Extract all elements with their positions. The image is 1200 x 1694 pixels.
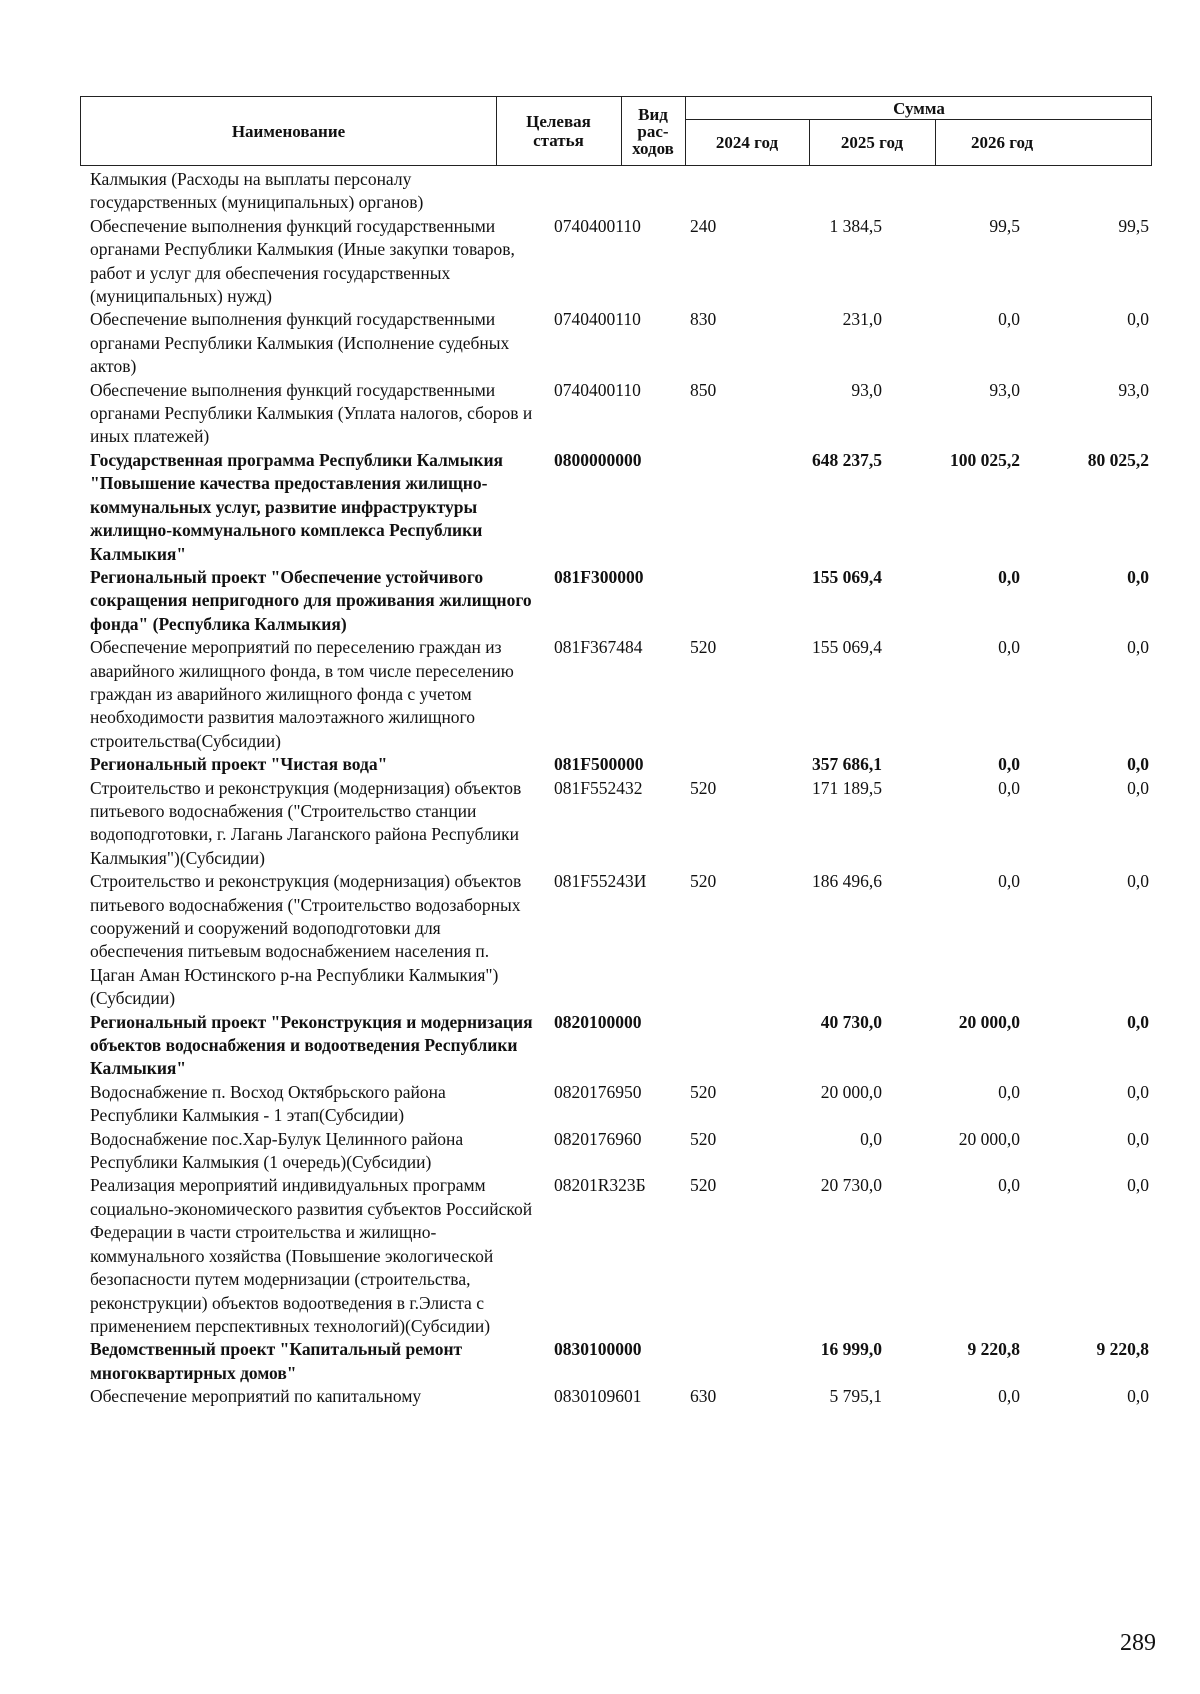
cell-2024: 171 189,5	[812, 777, 882, 798]
cell-code: 0740400110	[554, 215, 641, 236]
cell-name: Строительство и реконструкция (модернизация) объектов питьевого водоснабжения ("Строительство водозаборных сооружений и сооружений водоподготовки для обеспечения питьевым водоснабжением населения п. Цаган Аман Юстинского р-на Республики Калмыкия")(Субсидии)	[90, 871, 522, 1009]
cell-type: 520	[690, 637, 717, 658]
table-row	[90, 1081, 1152, 1128]
table-row	[90, 1128, 1152, 1175]
cell-2026: 0,0	[1127, 566, 1149, 587]
cell-code: 0820176960	[554, 1128, 642, 1149]
cell-name: Строительство и реконструкция (модернизация) объектов питьевого водоснабжения ("Строительство станции водоподготовки, г. Лагань Лаганского района Республики Калмыкия")(Субсидии)	[90, 777, 522, 868]
cell-type: 850	[690, 379, 717, 400]
cell-type: 520	[690, 777, 717, 798]
cell-2024: 357 686,1	[812, 754, 882, 775]
cell-2025: 20 000,0	[958, 1128, 1020, 1149]
cell-2025: 0,0	[998, 754, 1020, 775]
cell-name: Калмыкия (Расходы на выплаты персоналу государственных (муниципальных) органов)	[90, 169, 424, 213]
cell-2026: 0,0	[1127, 754, 1149, 775]
cell-2026: 0,0	[1127, 1081, 1149, 1102]
cell-2026: 0,0	[1127, 309, 1149, 330]
cell-type: 520	[690, 1128, 717, 1149]
table-row	[90, 1338, 1152, 1385]
table-row	[90, 636, 1152, 753]
cell-code: 0830109601	[554, 1386, 642, 1407]
cell-code: 0740400110	[554, 309, 641, 330]
cell-2024: 231,0	[842, 309, 882, 330]
table-row	[90, 449, 1152, 566]
cell-2024: 93,0	[851, 379, 882, 400]
cell-name: Обеспечение мероприятий по капитальному	[90, 1386, 422, 1407]
cell-2026: 0,0	[1127, 637, 1149, 658]
cell-2026: 0,0	[1127, 1175, 1149, 1196]
table-row	[90, 1011, 1152, 1081]
cell-2025: 0,0	[998, 1081, 1020, 1102]
cell-2024: 155 069,4	[812, 637, 882, 658]
cell-2024: 40 730,0	[820, 1011, 882, 1032]
cell-name: Реализация мероприятий индивидуальных программ социально-экономического развития субъектов Российской Федерации в части строительства и жилищно-коммунального хозяйства (Повышение экологической безопасности путем модернизации (строительства, реконструкции) объектов водоотведения в г.Элиста с применением перспективных технологий)(Субсидии)	[90, 1175, 533, 1336]
table-row	[90, 1174, 1152, 1338]
cell-2024: 155 069,4	[812, 566, 882, 587]
cell-2025: 0,0	[998, 871, 1020, 892]
cell-2024: 5 795,1	[829, 1386, 882, 1407]
table-header	[80, 96, 1152, 166]
table-row	[90, 777, 1152, 871]
cell-code: 0830100000	[554, 1339, 642, 1360]
cell-2026: 0,0	[1127, 1386, 1149, 1407]
cell-code: 081F300000	[554, 566, 644, 587]
cell-2026: 0,0	[1127, 1011, 1149, 1032]
cell-2025: 93,0	[989, 379, 1020, 400]
table-row	[90, 870, 1152, 1010]
cell-name: Обеспечение выполнения функций государственными органами Республики Калмыкия (Исполнение судебных актов)	[90, 309, 510, 377]
cell-2024: 20 730,0	[820, 1175, 882, 1196]
cell-2026: 0,0	[1127, 1128, 1149, 1149]
header-2025: 2025 год	[840, 132, 904, 152]
cell-code: 081F55243И	[554, 871, 647, 892]
cell-2025: 0,0	[998, 1386, 1020, 1407]
table-row	[90, 215, 1152, 309]
cell-code: 081F552432	[554, 777, 643, 798]
cell-2026: 93,0	[1118, 379, 1149, 400]
cell-code: 0820176950	[554, 1081, 642, 1102]
cell-code: 081F367484	[554, 637, 643, 658]
cell-2024: 0,0	[860, 1128, 882, 1149]
cell-type: 520	[690, 1175, 717, 1196]
cell-2024: 20 000,0	[820, 1081, 882, 1102]
cell-name: Государственная программа Республики Калмыкия "Повышение качества предоставления жилищно-коммунальных услуг, развитие инфраструктуры жилищно-коммунального комплекса Республики Калмыкия"	[90, 449, 504, 564]
cell-2026: 99,5	[1118, 215, 1149, 236]
header-type: Вид рас-ходов	[632, 104, 674, 158]
header-2024: 2024 год	[715, 132, 779, 152]
header-2026: 2026 год	[971, 132, 1034, 152]
header-sum: Сумма	[893, 98, 945, 118]
cell-2026: 80 025,2	[1087, 449, 1149, 470]
table-row	[90, 1385, 1152, 1408]
cell-type: 630	[690, 1386, 717, 1407]
cell-name: Ведомственный проект "Капитальный ремонт многоквартирных домов"	[90, 1339, 463, 1383]
cell-2024: 16 999,0	[820, 1339, 882, 1360]
cell-type: 240	[690, 215, 717, 236]
cell-2025: 9 220,8	[967, 1339, 1020, 1360]
cell-code: 0800000000	[554, 449, 642, 470]
cell-code: 0820100000	[554, 1011, 642, 1032]
cell-type: 830	[690, 309, 717, 330]
cell-2024: 186 496,6	[812, 871, 882, 892]
header-name: Наименование	[231, 121, 346, 141]
cell-2025: 100 025,2	[950, 449, 1020, 470]
cell-name: Обеспечение мероприятий по переселению граждан из аварийного жилищного фонда, в том числе переселению граждан из аварийного жилищного фонда с учетом необходимости развития малоэтажного жилищного строительства(Субсидии)	[90, 637, 514, 751]
cell-name: Обеспечение выполнения функций государственными органами Республики Калмыкия (Иные закупки товаров, работ и услуг для обеспечения государственных (муниципальных) нужд)	[90, 215, 515, 307]
table-row	[90, 566, 1152, 636]
cell-type: 520	[690, 1081, 717, 1102]
table-row	[90, 753, 1152, 776]
cell-2025: 99,5	[989, 215, 1020, 236]
header-code: Целевая статья	[526, 112, 591, 150]
cell-2024: 648 237,5	[812, 449, 882, 470]
cell-2025: 0,0	[998, 566, 1020, 587]
table-row	[90, 379, 1152, 449]
cell-name: Региональный проект "Реконструкция и модернизация объектов водоснабжения и водоотведения Республики Калмыкия"	[90, 1011, 533, 1079]
table-row	[90, 168, 1152, 215]
cell-2026: 0,0	[1127, 871, 1149, 892]
cell-name: Региональный проект "Чистая вода"	[90, 754, 388, 775]
cell-2025: 0,0	[998, 309, 1020, 330]
cell-2025: 0,0	[998, 777, 1020, 798]
cell-2026: 9 220,8	[1096, 1339, 1149, 1360]
cell-code: 081F500000	[554, 754, 644, 775]
cell-type: 520	[690, 871, 717, 892]
cell-2025: 0,0	[998, 637, 1020, 658]
cell-2024: 1 384,5	[829, 215, 882, 236]
cell-2026: 0,0	[1127, 777, 1149, 798]
cell-name: Водоснабжение п. Восход Октябрьского района Республики Калмыкия - 1 этап(Субсидии)	[90, 1081, 446, 1126]
table-row	[90, 308, 1152, 378]
cell-code: 0740400110	[554, 379, 641, 400]
cell-name: Водоснабжение пос.Хар-Булук Целинного района Республики Калмыкия (1 очередь)(Субсидии)	[90, 1128, 464, 1173]
cell-name: Обеспечение выполнения функций государственными органами Республики Калмыкия (Уплата налогов, сборов и иных платежей)	[90, 379, 533, 447]
cell-2025: 0,0	[998, 1175, 1020, 1196]
cell-name: Региональный проект "Обеспечение устойчивого сокращения непригодного для проживания жилищного фонда" (Республика Калмыкия)	[90, 566, 532, 634]
table-body	[90, 168, 1152, 1409]
cell-code: 08201R323Б	[554, 1175, 646, 1196]
page-number: 289	[1120, 1630, 1156, 1656]
cell-2025: 20 000,0	[958, 1011, 1020, 1032]
